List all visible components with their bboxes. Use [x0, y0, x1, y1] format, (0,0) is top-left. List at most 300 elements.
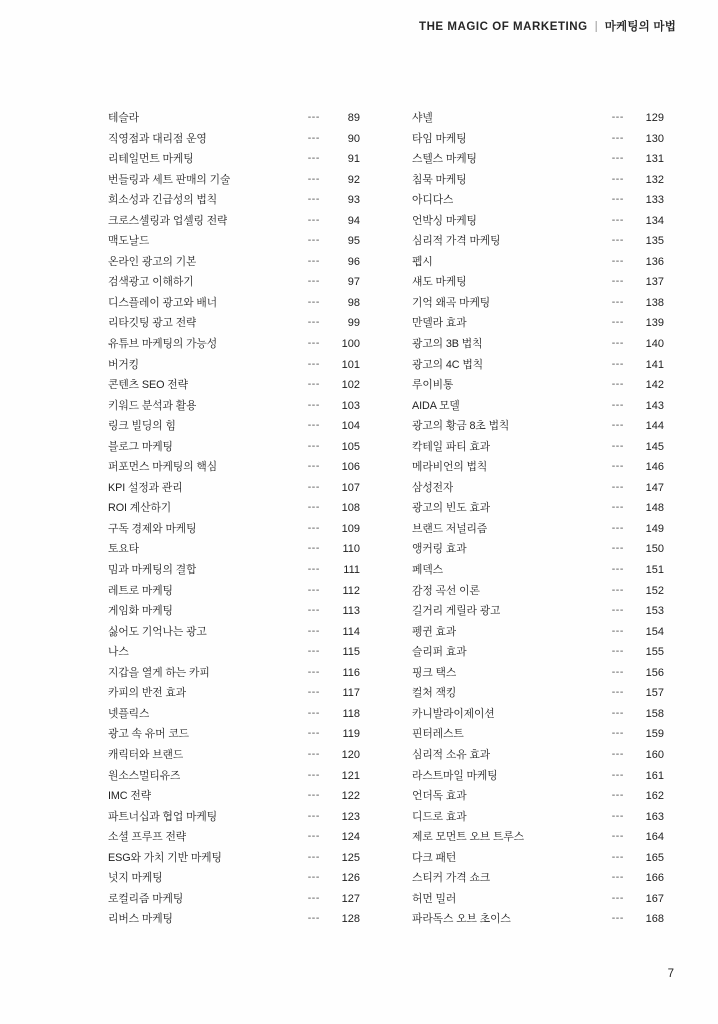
toc-entry-title: 캐릭터와 브랜드 — [108, 748, 184, 761]
toc-entry-title: 링크 빌딩의 힘 — [108, 420, 176, 433]
toc-entry-page-number: 106 — [341, 461, 360, 474]
toc-entry-title: 디드로 효과 — [412, 810, 467, 823]
toc-entry-page-number: 107 — [341, 481, 360, 494]
toc-entry[interactable] — [108, 809, 360, 830]
toc-entry-page-number: 153 — [645, 605, 664, 618]
toc-entry[interactable] — [412, 850, 664, 871]
toc-entry-page-number: 160 — [645, 748, 664, 761]
toc-entry[interactable] — [412, 233, 664, 254]
toc-entry-page-number: 92 — [347, 173, 360, 186]
toc-entry-title: 토요타 — [108, 543, 139, 556]
toc-leader-dashes: --- — [307, 460, 320, 473]
toc-entry-title: 스텔스 마케팅 — [412, 153, 477, 166]
toc-leader-dashes: --- — [611, 789, 624, 802]
toc-leader-dashes: --- — [611, 686, 624, 699]
toc-entry[interactable] — [108, 480, 360, 501]
toc-entry[interactable] — [412, 665, 664, 686]
toc-entry-page-number: 146 — [645, 461, 664, 474]
toc-leader-dashes: --- — [307, 378, 320, 391]
toc-entry-page-number: 155 — [645, 646, 664, 659]
toc-entry[interactable] — [108, 562, 360, 583]
toc-leader-dashes: --- — [307, 686, 320, 699]
toc-leader-dashes: --- — [307, 583, 320, 596]
toc-entry-page-number: 166 — [645, 872, 664, 885]
toc-leader-dashes: --- — [611, 706, 624, 719]
toc-entry-page-number: 105 — [341, 440, 360, 453]
toc-entry-page-number: 164 — [645, 831, 664, 844]
toc-entry[interactable] — [412, 603, 664, 624]
toc-entry-page-number: 125 — [341, 851, 360, 864]
toc-leader-dashes: --- — [307, 152, 320, 165]
toc-leader-dashes: --- — [307, 850, 320, 863]
toc-entry-title: 버거킹 — [108, 358, 139, 371]
toc-leader-dashes: --- — [307, 193, 320, 206]
toc-entry[interactable] — [412, 110, 664, 131]
toc-entry[interactable] — [412, 706, 664, 727]
toc-entry-page-number: 113 — [342, 605, 360, 618]
toc-leader-dashes: --- — [611, 912, 624, 925]
toc-entry[interactable] — [108, 850, 360, 871]
toc-entry-page-number: 117 — [342, 687, 360, 700]
toc-entry-page-number: 121 — [341, 769, 360, 782]
toc-entry[interactable] — [108, 274, 360, 295]
toc-entry-title: 앵커링 효과 — [412, 543, 467, 556]
toc-entry-title: 디스플레이 광고와 배너 — [108, 296, 218, 309]
toc-entry-title: 페덱스 — [412, 564, 443, 577]
toc-entry-title: 카피의 반전 효과 — [108, 687, 187, 700]
toc-entry-title: 아디다스 — [412, 194, 454, 207]
toc-leader-dashes: --- — [307, 604, 320, 617]
running-header — [419, 18, 676, 34]
toc-entry[interactable] — [108, 706, 360, 727]
toc-entry-page-number: 101 — [341, 358, 360, 371]
toc-entry[interactable] — [108, 521, 360, 542]
toc-entry[interactable] — [412, 768, 664, 789]
toc-entry-title: 언박싱 마케팅 — [412, 214, 477, 227]
toc-entry-page-number: 109 — [341, 522, 360, 535]
toc-leader-dashes: --- — [611, 172, 624, 185]
toc-entry-title: 리타깃팅 광고 전략 — [108, 317, 197, 330]
toc-entry[interactable] — [108, 500, 360, 521]
toc-entry-page-number: 98 — [347, 296, 360, 309]
toc-entry-title: 퍼포먼스 마케팅의 핵심 — [108, 461, 218, 474]
toc-leader-dashes: --- — [611, 213, 624, 226]
toc-entry[interactable] — [108, 911, 360, 932]
toc-leader-dashes: --- — [307, 295, 320, 308]
toc-entry-title: 감정 곡선 이론 — [412, 584, 480, 597]
toc-entry-page-number: 148 — [645, 502, 664, 515]
toc-entry-title: 지갑을 열게 하는 카피 — [108, 666, 210, 679]
toc-entry[interactable] — [108, 891, 360, 912]
toc-entry-page-number: 130 — [645, 132, 664, 145]
toc-entry-page-number: 142 — [645, 379, 664, 392]
toc-entry-page-number: 93 — [347, 194, 360, 207]
toc-leader-dashes: --- — [611, 152, 624, 165]
toc-entry-page-number: 112 — [342, 584, 360, 597]
toc-entry-title: 넷플릭스 — [108, 707, 150, 720]
toc-entry-title: 게임화 마케팅 — [108, 605, 173, 618]
toc-entry-page-number: 119 — [342, 728, 360, 741]
toc-entry[interactable] — [108, 541, 360, 562]
toc-entry-page-number: 95 — [347, 235, 360, 248]
toc-entry-title: 섀도 마케팅 — [412, 276, 467, 289]
toc-entry[interactable] — [108, 233, 360, 254]
toc-entry-title: 광고의 황금 8초 법칙 — [412, 420, 510, 433]
toc-entry-title: 유튜브 마케팅의 가능성 — [108, 338, 218, 351]
toc-leader-dashes: --- — [611, 254, 624, 267]
toc-entry[interactable] — [108, 603, 360, 624]
toc-entry-title: 온라인 광고의 기본 — [108, 255, 197, 268]
toc-entry[interactable] — [412, 336, 664, 357]
toc-entry[interactable] — [412, 192, 664, 213]
toc-leader-dashes: --- — [307, 830, 320, 843]
toc-entry[interactable] — [108, 665, 360, 686]
toc-leader-dashes: --- — [611, 521, 624, 534]
toc-entry-page-number: 147 — [645, 481, 664, 494]
toc-entry[interactable] — [412, 151, 664, 172]
toc-column-left — [108, 110, 360, 932]
toc-entry[interactable] — [108, 110, 360, 131]
toc-entry-title: 핀터레스트 — [412, 728, 464, 741]
toc-entry[interactable] — [108, 624, 360, 645]
toc-entry[interactable] — [412, 726, 664, 747]
toc-leader-dashes: --- — [307, 480, 320, 493]
toc-entry-title: 브랜드 저널리즘 — [412, 522, 488, 535]
toc-entry[interactable] — [108, 151, 360, 172]
toc-entry[interactable] — [108, 644, 360, 665]
toc-entry[interactable] — [108, 172, 360, 193]
toc-leader-dashes: --- — [307, 891, 320, 904]
toc-entry-title: 카니발라이제이션 — [412, 707, 495, 720]
toc-entry[interactable] — [412, 213, 664, 234]
toc-entry-title: 검색광고 이해하기 — [108, 276, 194, 289]
toc-entry-page-number: 138 — [645, 296, 664, 309]
toc-entry[interactable] — [412, 254, 664, 275]
toc-entry[interactable] — [412, 788, 664, 809]
toc-leader-dashes: --- — [611, 295, 624, 308]
toc-entry[interactable] — [412, 583, 664, 604]
toc-entry[interactable] — [412, 172, 664, 193]
toc-entry-page-number: 151 — [645, 564, 664, 577]
toc-entry-page-number: 157 — [645, 687, 664, 700]
toc-entry-title: IMC 전략 — [108, 790, 152, 803]
header-divider-glyph: | — [594, 18, 598, 33]
toc-leader-dashes: --- — [307, 665, 320, 678]
toc-entry-page-number: 131 — [645, 153, 664, 166]
toc-entry-title: AIDA 모델 — [412, 399, 460, 412]
toc-entry-page-number: 140 — [645, 338, 664, 351]
toc-entry-page-number: 136 — [645, 255, 664, 268]
toc-entry-page-number: 154 — [645, 625, 664, 638]
toc-leader-dashes: --- — [307, 131, 320, 144]
toc-leader-dashes: --- — [611, 275, 624, 288]
toc-leader-dashes: --- — [611, 234, 624, 247]
toc-entry-title: 광고의 4C 법칙 — [412, 358, 484, 371]
toc-entry[interactable] — [412, 891, 664, 912]
toc-entry[interactable] — [108, 131, 360, 152]
toc-leader-dashes: --- — [611, 316, 624, 329]
toc-entry[interactable] — [412, 357, 664, 378]
toc-leader-dashes: --- — [307, 254, 320, 267]
toc-leader-dashes: --- — [307, 275, 320, 288]
toc-entry-title: 심리적 소유 효과 — [412, 748, 491, 761]
toc-entry-page-number: 129 — [645, 112, 664, 124]
toc-entry-page-number: 118 — [342, 707, 360, 720]
toc-entry-title: 번들링과 세트 판매의 기술 — [108, 173, 231, 186]
toc-entry-title: 레트로 마케팅 — [108, 584, 173, 597]
toc-leader-dashes: --- — [307, 645, 320, 658]
toc-leader-dashes: --- — [307, 439, 320, 452]
toc-entry-title: 밈과 마케팅의 결합 — [108, 564, 197, 577]
toc-entry-title: 다크 패턴 — [412, 851, 457, 864]
toc-leader-dashes: --- — [611, 419, 624, 432]
toc-leader-dashes: --- — [611, 850, 624, 863]
toc-entry-title: 칵테일 파티 효과 — [412, 440, 491, 453]
toc-entry[interactable] — [412, 521, 664, 542]
toc-leader-dashes: --- — [611, 604, 624, 617]
toc-leader-dashes: --- — [611, 398, 624, 411]
toc-entry[interactable] — [412, 131, 664, 152]
toc-entry-page-number: 90 — [347, 132, 360, 145]
toc-leader-dashes: --- — [307, 542, 320, 555]
toc-leader-dashes: --- — [611, 111, 624, 123]
toc-entry-page-number: 102 — [341, 379, 360, 392]
toc-entry[interactable] — [412, 439, 664, 460]
toc-entry[interactable] — [108, 315, 360, 336]
toc-entry-page-number: 100 — [341, 338, 360, 351]
toc-entry-page-number: 111 — [343, 564, 360, 577]
toc-leader-dashes: --- — [307, 337, 320, 350]
toc-entry[interactable] — [108, 726, 360, 747]
toc-entry[interactable] — [412, 870, 664, 891]
toc-entry[interactable] — [412, 480, 664, 501]
toc-leader-dashes: --- — [611, 830, 624, 843]
toc-entry[interactable] — [412, 500, 664, 521]
toc-leader-dashes: --- — [307, 172, 320, 185]
toc-entry[interactable] — [108, 788, 360, 809]
toc-leader-dashes: --- — [611, 747, 624, 760]
toc-entry[interactable] — [412, 562, 664, 583]
toc-entry[interactable] — [108, 377, 360, 398]
toc-entry-title: ESG와 가치 기반 마케팅 — [108, 851, 222, 864]
toc-entry-page-number: 103 — [341, 399, 360, 412]
toc-entry-page-number: 126 — [341, 872, 360, 885]
toc-entry-title: 싫어도 기억나는 광고 — [108, 625, 207, 638]
toc-leader-dashes: --- — [307, 871, 320, 884]
toc-entry-page-number: 128 — [341, 913, 360, 926]
toc-entry-title: 직영점과 대리점 운영 — [108, 132, 207, 145]
toc-entry-title: 맥도날드 — [108, 235, 150, 248]
toc-entry[interactable] — [412, 829, 664, 850]
toc-entry-page-number: 144 — [645, 420, 664, 433]
toc-entry-page-number: 108 — [341, 502, 360, 515]
toc-entry-page-number: 135 — [645, 235, 664, 248]
toc-entry-page-number: 89 — [347, 112, 360, 124]
toc-leader-dashes: --- — [611, 871, 624, 884]
page-number: 7 — [667, 968, 674, 980]
toc-entry[interactable] — [108, 747, 360, 768]
toc-leader-dashes: --- — [307, 521, 320, 534]
toc-entry-page-number: 156 — [645, 666, 664, 679]
toc-entry-title: 길거리 게릴라 광고 — [412, 605, 501, 618]
toc-entry[interactable] — [412, 274, 664, 295]
toc-leader-dashes: --- — [307, 398, 320, 411]
toc-entry-title: 광고 속 유머 코드 — [108, 728, 190, 741]
toc-entry-title: 파라독스 오브 초이스 — [412, 913, 511, 926]
toc-entry-page-number: 150 — [645, 543, 664, 556]
toc-leader-dashes: --- — [611, 460, 624, 473]
toc-leader-dashes: --- — [611, 563, 624, 576]
toc-entry-page-number: 91 — [347, 153, 360, 166]
toc-entry-page-number: 133 — [645, 194, 664, 207]
toc-entry-page-number: 120 — [341, 748, 360, 761]
toc-entry-title: 리테일먼트 마케팅 — [108, 153, 194, 166]
toc-entry[interactable] — [108, 685, 360, 706]
toc-entry[interactable] — [412, 377, 664, 398]
toc-entry-page-number: 145 — [645, 440, 664, 453]
toc-entry-page-number: 97 — [347, 276, 360, 289]
toc-entry[interactable] — [108, 295, 360, 316]
toc-entry[interactable] — [108, 213, 360, 234]
toc-leader-dashes: --- — [307, 563, 320, 576]
toc-entry-page-number: 137 — [645, 276, 664, 289]
toc-entry[interactable] — [108, 829, 360, 850]
toc-leader-dashes: --- — [307, 727, 320, 740]
toc-leader-dashes: --- — [307, 768, 320, 781]
toc-entry-title: 제로 모먼트 오브 트루스 — [412, 831, 524, 844]
toc-entry-page-number: 168 — [645, 913, 664, 926]
toc-entry[interactable] — [412, 315, 664, 336]
toc-leader-dashes: --- — [611, 891, 624, 904]
toc-entry-page-number: 114 — [342, 625, 360, 638]
toc-entry-page-number: 127 — [341, 892, 360, 905]
toc-entry-title: 침묵 마케팅 — [412, 173, 467, 186]
toc-entry-page-number: 123 — [341, 810, 360, 823]
toc-entry[interactable] — [108, 418, 360, 439]
toc-entry-title: 콘텐츠 SEO 전략 — [108, 379, 188, 392]
toc-leader-dashes: --- — [611, 131, 624, 144]
toc-entry[interactable] — [108, 459, 360, 480]
toc-entry-page-number: 167 — [645, 892, 664, 905]
toc-entry[interactable] — [108, 254, 360, 275]
toc-entry-title: 크로스셀링과 업셀링 전략 — [108, 214, 228, 227]
toc-leader-dashes: --- — [611, 665, 624, 678]
toc-column-right — [412, 110, 664, 932]
toc-entry[interactable] — [412, 398, 664, 419]
toc-entry[interactable] — [412, 644, 664, 665]
toc-entry-title: 원소스멀티유즈 — [108, 769, 181, 782]
toc-entry-title: KPI 설정과 관리 — [108, 481, 183, 494]
toc-entry-page-number: 162 — [645, 790, 664, 803]
toc-entry-page-number: 143 — [645, 399, 664, 412]
toc-entry-title: ROI 계산하기 — [108, 502, 172, 515]
toc-entry-title: 라스트마일 마케팅 — [412, 769, 498, 782]
toc-entry-title: 심리적 가격 마케팅 — [412, 235, 501, 248]
toc-entry-title: 핑크 택스 — [412, 666, 457, 679]
toc-entry[interactable] — [412, 809, 664, 830]
toc-entry-page-number: 161 — [645, 769, 664, 782]
toc-entry[interactable] — [412, 911, 664, 932]
toc-leader-dashes: --- — [307, 419, 320, 432]
toc-entry-page-number: 132 — [645, 173, 664, 186]
toc-entry-title: 광고의 3B 법칙 — [412, 338, 483, 351]
toc-entry-title: 컬처 잭킹 — [412, 687, 457, 700]
toc-entry[interactable] — [412, 459, 664, 480]
toc-leader-dashes: --- — [307, 316, 320, 329]
toc-entry[interactable] — [108, 583, 360, 604]
toc-leader-dashes: --- — [307, 234, 320, 247]
toc-leader-dashes: --- — [307, 213, 320, 226]
toc-entry-page-number: 104 — [341, 420, 360, 433]
toc-entry-page-number: 134 — [645, 214, 664, 227]
toc-entry[interactable] — [412, 624, 664, 645]
toc-entry-page-number: 165 — [645, 851, 664, 864]
toc-entry-title: 로컬리즘 마케팅 — [108, 892, 184, 905]
toc-entry[interactable] — [108, 439, 360, 460]
toc-entry-page-number: 163 — [645, 810, 664, 823]
toc-entry-page-number: 110 — [342, 543, 360, 556]
toc-leader-dashes: --- — [307, 809, 320, 822]
toc-leader-dashes: --- — [611, 542, 624, 555]
toc-entry-page-number: 116 — [342, 666, 360, 679]
toc-entry-page-number: 149 — [645, 522, 664, 535]
toc-leader-dashes: --- — [611, 645, 624, 658]
toc-leader-dashes: --- — [307, 789, 320, 802]
toc-leader-dashes: --- — [307, 357, 320, 370]
toc-entry-title: 테슬라 — [108, 112, 139, 124]
toc-entry-page-number: 139 — [645, 317, 664, 330]
toc-entry[interactable] — [412, 541, 664, 562]
toc-entry-page-number: 122 — [341, 790, 360, 803]
toc-entry[interactable] — [412, 685, 664, 706]
toc-entry-page-number: 94 — [347, 214, 360, 227]
toc-leader-dashes: --- — [307, 747, 320, 760]
toc-entry-page-number: 99 — [347, 317, 360, 330]
toc-entry-title: 샤넬 — [412, 112, 433, 124]
toc-entry[interactable] — [108, 336, 360, 357]
toc-entry-title: 리버스 마케팅 — [108, 913, 173, 926]
toc-entry-title: 키워드 분석과 활용 — [108, 399, 197, 412]
toc-entry-title: 타임 마케팅 — [412, 132, 467, 145]
toc-leader-dashes: --- — [307, 111, 320, 123]
toc-entry-page-number: 115 — [342, 646, 360, 659]
toc-entry-page-number: 159 — [645, 728, 664, 741]
toc-entry[interactable] — [108, 870, 360, 891]
toc-entry[interactable] — [412, 747, 664, 768]
toc-entry[interactable] — [108, 192, 360, 213]
toc-entry[interactable] — [108, 768, 360, 789]
toc-entry-title: 메라비언의 법칙 — [412, 461, 488, 474]
toc-entry-title: 구독 경제와 마케팅 — [108, 522, 197, 535]
toc-entry[interactable] — [108, 398, 360, 419]
header-title-ko: 마케팅의 마법 — [604, 21, 676, 33]
toc-entry-title: 펭귄 효과 — [412, 625, 457, 638]
toc-entry-page-number: 152 — [645, 584, 664, 597]
toc-entry-title: 나스 — [108, 646, 129, 659]
toc-leader-dashes: --- — [307, 912, 320, 925]
toc-leader-dashes: --- — [307, 501, 320, 514]
toc-entry-title: 광고의 빈도 효과 — [412, 502, 491, 515]
toc-leader-dashes: --- — [611, 480, 624, 493]
toc-entry-title: 넛지 마케팅 — [108, 872, 163, 885]
toc-entry[interactable] — [412, 295, 664, 316]
toc-entry-page-number: 141 — [645, 358, 664, 371]
toc-entry[interactable] — [412, 418, 664, 439]
toc-entry-title: 언더독 효과 — [412, 790, 467, 803]
header-title-en: THE MAGIC OF MARKETING — [419, 21, 588, 33]
toc-entry-title: 스티커 가격 쇼크 — [412, 872, 491, 885]
toc-entry[interactable] — [108, 357, 360, 378]
